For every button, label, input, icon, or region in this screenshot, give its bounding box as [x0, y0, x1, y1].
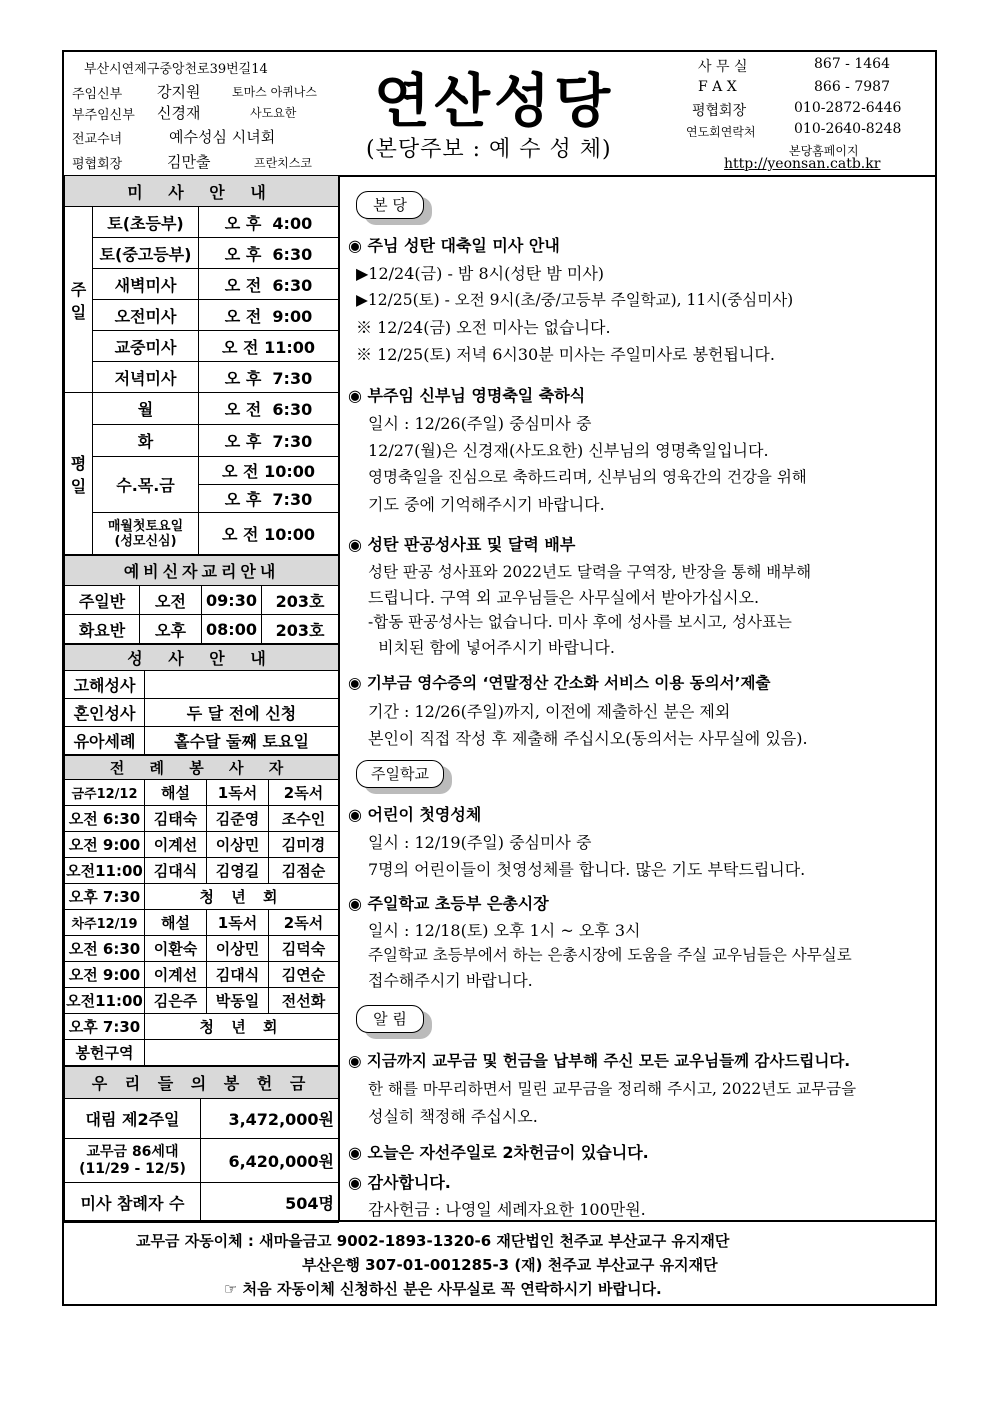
catechumen-table — [64, 555, 339, 644]
council-phone: 010-2872-6446 — [794, 100, 902, 116]
weekday-label: 평일 — [65, 393, 93, 555]
header-staff — [64, 52, 339, 175]
item-line: 기간 : 12/26(주일)까지, 이전에 제출하신 분은 제외 — [368, 702, 731, 721]
week-head: 금주12/12 — [65, 780, 145, 806]
mass-time: 오 후 6:30 — [199, 238, 339, 269]
minister: 조수인 — [269, 806, 339, 832]
sunday-label: 주일 — [65, 207, 93, 393]
offering-table — [64, 1066, 339, 1223]
sacrament-name: 고해성사 — [65, 671, 145, 699]
class-ampm: 오전 — [140, 586, 202, 615]
mass-slot: 오전 6:30 — [65, 806, 145, 832]
item-line: 성실히 책정해 주십시오. — [368, 1107, 538, 1126]
minister: 이상민 — [207, 832, 269, 858]
class-name: 주일반 — [65, 586, 140, 615]
pastor-name: 강지원 — [157, 83, 201, 101]
footer-line: ☞ 처음 자동이체 신청하신 분은 사무실로 꼭 연락하시기 바랍니다. — [224, 1280, 662, 1298]
sacrament-value: 두 달 전에 신청 — [145, 699, 339, 727]
item-line: 드립니다. 구역 외 교우님들은 사무실에서 받아가십시오. — [368, 588, 760, 607]
mass-name: 토(중고등부) — [93, 238, 199, 269]
offering-name: 교무금 86세대 (11/29 - 12/5) — [65, 1139, 201, 1183]
class-name: 화요반 — [65, 615, 140, 644]
offering-value: 504명 — [201, 1183, 339, 1223]
footer — [64, 1220, 935, 1306]
minister: 김점순 — [269, 858, 339, 884]
mass-name: 토(초등부) — [93, 207, 199, 238]
bulletin-title: 연산성당 — [374, 67, 615, 135]
mass-time: 오 후 7:30 — [199, 425, 339, 457]
mass-slot: 오후 7:30 — [65, 1014, 145, 1040]
parish-tag: 본 당 — [356, 191, 424, 219]
sacrament-name: 유아세례 — [65, 727, 145, 755]
council-role: 평협회장 — [72, 157, 123, 172]
class-time: 08:00 — [202, 615, 262, 644]
header — [64, 52, 935, 177]
sacraments-title: 성 사 안 내 — [65, 645, 339, 671]
class-time: 09:30 — [202, 586, 262, 615]
item-line: 한 해를 마무리하면서 밀린 교무금을 정리해 주시고, 2022년도 교무금을 — [368, 1080, 857, 1098]
item-title: ◉ 감사합니다. — [348, 1173, 451, 1192]
item-title: ◉ 부주임 신부님 영명축일 축하식 — [348, 386, 586, 405]
minister-group: 청 년 회 — [145, 884, 339, 910]
catechumen-title: 예비신자교리안내 — [65, 556, 339, 586]
right-column — [340, 175, 935, 1220]
item-title: ◉ 성탄 판공성사표 및 달력 배부 — [348, 535, 576, 554]
mass-name: 수.목.금 — [93, 457, 199, 513]
notice-tag: 알 림 — [356, 1005, 424, 1033]
mass-slot: 오후 7:30 — [65, 884, 145, 910]
item-line: 일시 : 12/19(주일) 중심미사 중 — [368, 833, 592, 852]
week-head: 차주12/19 — [65, 910, 145, 936]
minister: 김준영 — [207, 806, 269, 832]
item-title: ◉ 오늘은 자선주일로 2차헌금이 있습니다. — [348, 1143, 649, 1162]
sacrament-value: 홀수달 둘째 토요일 — [145, 727, 339, 755]
bulletin-frame — [62, 50, 937, 1306]
class-room: 203호 — [262, 615, 339, 644]
item-line: 영명축일을 진심으로 축하드리며, 신부님의 영육간의 건강을 위해 — [368, 468, 807, 486]
sacraments-table — [64, 644, 339, 755]
item-line: ※ 12/24(금) 오전 미사는 없습니다. — [356, 318, 611, 337]
item-line: 7명의 어린이들이 첫영성체를 합니다. 많은 기도 부탁드립니다. — [368, 860, 806, 879]
item-line: ▶12/24(금) - 밤 8시(성탄 밤 미사) — [356, 264, 605, 283]
item-line: 주일학교 초등부에서 하는 은총시장에 도움을 주실 교우님들은 사무실로 — [368, 946, 852, 964]
class-ampm: 오후 — [140, 615, 202, 644]
council-phone-label: 평협회장 — [692, 103, 747, 119]
left-column — [64, 175, 340, 1220]
item-line: 일시 : 12/18(토) 오후 1시 ~ 오후 3시 — [368, 921, 641, 940]
item-title: ◉ 어린이 첫영성체 — [348, 805, 482, 824]
mass-name: 화 — [93, 425, 199, 457]
mass-time: 오 전 10:00 — [199, 457, 339, 485]
liaison-label: 연도회연락처 — [686, 125, 756, 139]
offering-value: 3,472,000원 — [201, 1099, 339, 1139]
mass-slot: 오전 9:00 — [65, 962, 145, 988]
minister: 김연순 — [269, 962, 339, 988]
mass-name: 오전미사 — [93, 300, 199, 331]
item-line: 기도 중에 기억해주시기 바랍니다. — [368, 495, 605, 514]
offering-area-label: 봉헌구역 — [65, 1040, 145, 1066]
item-line: 성탄 판공 성사표와 2022년도 달력을 구역장, 반장을 통해 배부해 — [368, 563, 812, 581]
footer-line: 부산은행 307-01-001285-3 (재) 천주교 부산교구 유지재단 — [302, 1256, 718, 1274]
minister: 김미경 — [269, 832, 339, 858]
item-line: 12/27(월)은 신경재(사도요한) 신부님의 영명축일입니다. — [368, 441, 769, 460]
sister-name: 예수성심 시녀회 — [169, 128, 276, 146]
sacrament-value — [145, 671, 339, 699]
liaison-phone: 010-2640-8248 — [794, 121, 902, 137]
pastor-role: 주임신부 — [72, 87, 123, 102]
col-head: 1독서 — [207, 780, 269, 806]
sunday-school-tag: 주일학교 — [356, 760, 444, 788]
header-contacts — [684, 52, 934, 175]
mass-time: 오 후 7:30 — [199, 485, 339, 513]
ministers-table — [64, 755, 339, 1066]
col-head: 2독서 — [269, 910, 339, 936]
homepage-link[interactable]: http://yeonsan.catb.kr — [724, 156, 881, 172]
sacrament-name: 혼인성사 — [65, 699, 145, 727]
minister: 김태숙 — [145, 806, 207, 832]
item-line: 일시 : 12/26(주일) 중심미사 중 — [368, 414, 592, 433]
mass-time: 오 전 6:30 — [199, 393, 339, 425]
mass-name: 새벽미사 — [93, 269, 199, 300]
office-phone: 867 - 1464 — [814, 56, 890, 72]
col-head: 2독서 — [269, 780, 339, 806]
minister: 이상민 — [207, 936, 269, 962]
minister: 이환숙 — [145, 936, 207, 962]
council-saint: 프란치스코 — [254, 156, 312, 170]
mass-name: 월 — [93, 393, 199, 425]
fax-label: F A X — [698, 79, 737, 95]
homepage-label: 본당홈페이지 — [789, 144, 859, 158]
minister: 김대식 — [207, 962, 269, 988]
minister: 김덕숙 — [269, 936, 339, 962]
item-line: 본인이 직접 작성 후 제출해 주십시오(동의서는 사무실에 있음). — [368, 729, 808, 748]
minister: 박동일 — [207, 988, 269, 1014]
mass-time: 오 후 4:00 — [199, 207, 339, 238]
pastor-saint: 토마스 아퀴나스 — [232, 85, 317, 99]
bulletin-subtitle: (본당주보 : 예 수 성 체) — [366, 137, 612, 162]
office-label: 사 무 실 — [698, 59, 748, 75]
assistant-name: 신경재 — [157, 104, 201, 122]
minister: 이계선 — [145, 962, 207, 988]
mass-name: 저녁미사 — [93, 362, 199, 393]
item-line: ※ 12/25(토) 저녁 6시30분 미사는 주일미사로 봉헌됩니다. — [356, 345, 775, 364]
offering-name: 미사 참례자 수 — [65, 1183, 201, 1223]
mass-time: 오 전 6:30 — [199, 269, 339, 300]
item-line: -합동 판공성사는 없습니다. 미사 후에 성사를 보시고, 성사표는 — [368, 613, 792, 631]
item-title: ◉ 기부금 영수증의 ‘연말정산 간소화 서비스 이용 동의서’제출 — [348, 674, 771, 692]
mass-table — [64, 175, 339, 555]
col-head: 해설 — [145, 910, 207, 936]
offering-area-value — [145, 1040, 339, 1066]
class-room: 203호 — [262, 586, 339, 615]
col-head: 1독서 — [207, 910, 269, 936]
mass-title: 미 사 안 내 — [65, 176, 339, 207]
assistant-saint: 사도요한 — [250, 106, 297, 120]
assistant-role: 부주임신부 — [72, 108, 135, 123]
minister: 김영길 — [207, 858, 269, 884]
footer-line: 교무금 자동이체 : 새마을금고 9002-1893-1320-6 재단법인 천주교 부산교구 유지재단 — [136, 1232, 730, 1250]
address: 부산시연제구중앙천로39번길14 — [84, 62, 268, 77]
offering-value: 6,420,000원 — [201, 1139, 339, 1183]
mass-slot: 오전 6:30 — [65, 936, 145, 962]
minister: 전선화 — [269, 988, 339, 1014]
item-title: ◉ 주님 성탄 대축일 미사 안내 — [348, 236, 560, 255]
offering-title: 우 리 들 의 봉 헌 금 — [65, 1067, 339, 1099]
minister-group: 청 년 회 — [145, 1014, 339, 1040]
minister: 김은주 — [145, 988, 207, 1014]
mass-slot: 오전 9:00 — [65, 832, 145, 858]
mass-name: 매월첫토요일 (성모신심) — [93, 513, 199, 555]
ministers-title: 전 례 봉 사 자 — [65, 756, 339, 780]
item-line: 감사헌금 : 나영일 세례자요한 100만원. — [368, 1200, 646, 1219]
col-head: 해설 — [145, 780, 207, 806]
offering-name: 대림 제2주일 — [65, 1099, 201, 1139]
mass-time: 오 전 11:00 — [199, 331, 339, 362]
mass-time: 오 전 9:00 — [199, 300, 339, 331]
mass-time: 오 후 7:30 — [199, 362, 339, 393]
mass-time: 오 전 10:00 — [199, 513, 339, 555]
item-line: 비치된 함에 넣어주시기 바랍니다. — [368, 638, 615, 657]
sister-role: 전교수녀 — [72, 132, 123, 147]
item-title: ◉ 주일학교 초등부 은총시장 — [348, 894, 549, 913]
minister: 김대식 — [145, 858, 207, 884]
item-title: ◉ 지금까지 교무금 및 헌금을 납부해 주신 모든 교우님들께 감사드립니다. — [348, 1052, 851, 1070]
minister: 이계선 — [145, 832, 207, 858]
mass-slot: 오전11:00 — [65, 988, 145, 1014]
item-line: 접수해주시기 바랍니다. — [368, 971, 533, 990]
council-name: 김만출 — [167, 153, 211, 171]
fax-phone: 866 - 7987 — [814, 79, 890, 95]
item-line: ▶12/25(토) - 오전 9시(초/중/고등부 주일학교), 11시(중심미사) — [356, 291, 794, 309]
mass-name: 교중미사 — [93, 331, 199, 362]
mass-slot: 오전11:00 — [65, 858, 145, 884]
